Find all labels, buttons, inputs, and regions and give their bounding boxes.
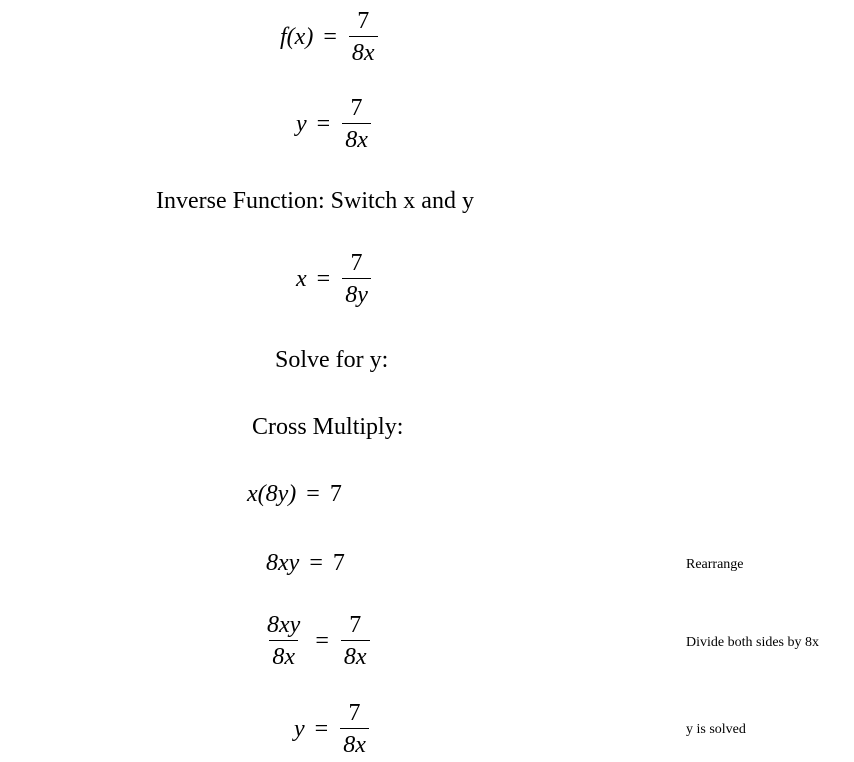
numerator: 7 — [357, 8, 370, 34]
fraction — [342, 250, 371, 308]
numerator: 7 — [350, 250, 363, 276]
equals-sign: = — [315, 627, 329, 654]
equation-lhs: x(8y) — [247, 481, 297, 507]
numerator: 7 — [349, 612, 362, 638]
denominator: 8x — [340, 728, 369, 758]
equation-rhs: 7 — [329, 481, 342, 507]
equation-lhs: f(x) — [280, 23, 314, 50]
equation-lhs: 8xy — [266, 550, 300, 576]
equals-sign: = — [316, 265, 331, 292]
equation-y — [296, 95, 373, 153]
heading-solve-for-y: Solve for y: — [275, 347, 389, 373]
equals-sign: = — [306, 481, 320, 507]
fraction-lhs — [264, 612, 303, 670]
equation-lhs: y — [294, 715, 305, 742]
fraction-rhs — [341, 612, 370, 670]
denominator: 8x — [269, 640, 298, 670]
note-rearrange: Rearrange — [686, 557, 744, 572]
equals-sign: = — [316, 110, 331, 137]
note-divide: Divide both sides by 8x — [686, 635, 819, 650]
denominator: 8x — [342, 123, 371, 153]
equation-solved — [294, 700, 371, 758]
fraction — [349, 8, 378, 66]
equation-lhs: y — [296, 110, 307, 137]
fraction — [340, 700, 369, 758]
denominator: 8x — [341, 640, 370, 670]
denominator: 8x — [349, 36, 378, 66]
equals-sign: = — [309, 550, 323, 576]
equation-x — [296, 250, 373, 308]
denominator: 8y — [342, 278, 371, 308]
note-solved: y is solved — [686, 722, 746, 737]
equation-rhs: 7 — [332, 550, 345, 576]
equation-fx — [280, 8, 380, 66]
numerator: 7 — [350, 95, 363, 121]
equation-lhs: x — [296, 265, 307, 292]
numerator: 7 — [348, 700, 361, 726]
heading-inverse-function: Inverse Function: Switch x and y — [156, 188, 474, 214]
heading-cross-multiply: Cross Multiply: — [252, 414, 404, 440]
equation-rearranged — [266, 550, 345, 577]
equals-sign: = — [314, 715, 329, 742]
equation-cross-multiplied — [247, 481, 342, 508]
equation-divided — [262, 612, 372, 670]
fraction — [342, 95, 371, 153]
equals-sign: = — [323, 23, 337, 50]
numerator: 8xy — [267, 612, 301, 638]
